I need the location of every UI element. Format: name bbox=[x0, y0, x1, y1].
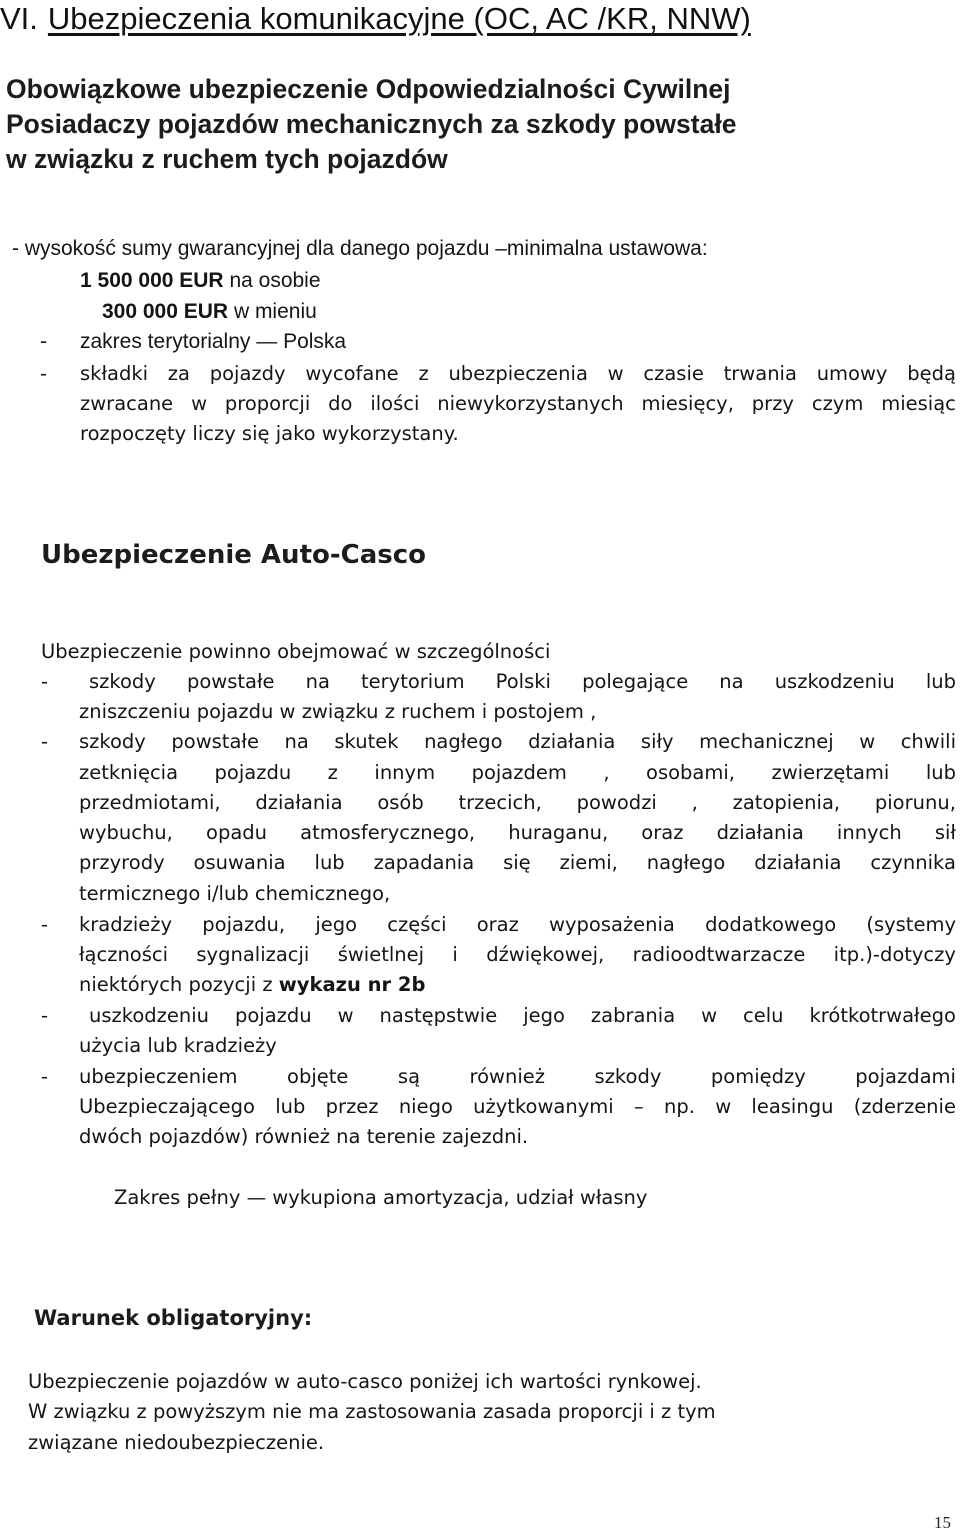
coverage-line: dwóch pojazdów) również na terenie zajezdni. bbox=[79, 1125, 529, 1148]
word: szkody bbox=[594, 1065, 662, 1088]
word: oraz bbox=[476, 913, 519, 936]
word: zetknięcia bbox=[79, 761, 179, 784]
coverage-line: użycia lub kradzieży bbox=[79, 1034, 277, 1057]
word: przedmiotami, bbox=[79, 791, 221, 814]
coverage-line bbox=[79, 821, 956, 844]
word: w bbox=[715, 1095, 732, 1118]
word: w bbox=[191, 392, 208, 415]
word: w bbox=[607, 362, 624, 385]
section-heading bbox=[0, 0, 751, 38]
word: ziemi, bbox=[559, 851, 618, 874]
word: do bbox=[328, 392, 353, 415]
word: ubezpieczeniem bbox=[79, 1065, 238, 1088]
condition-line: związane niedoubezpieczenie. bbox=[28, 1431, 325, 1454]
word: zatopienia, bbox=[732, 791, 841, 814]
word: itp.)-dotyczy bbox=[833, 943, 956, 966]
section-number: VI. bbox=[0, 1, 38, 36]
word: atmosferycznego, bbox=[300, 821, 476, 844]
coverage-line bbox=[79, 791, 956, 814]
word: terytorium bbox=[361, 670, 465, 693]
coverage-line bbox=[79, 913, 956, 936]
oc-title-line: Obowiązkowe ubezpieczenie Odpowiedzialności Cywilnej bbox=[6, 74, 731, 104]
word: i bbox=[452, 943, 458, 966]
word: z bbox=[418, 362, 429, 385]
word: w bbox=[337, 1004, 354, 1027]
word: niewykorzystanych bbox=[437, 392, 624, 415]
word: dodatkowego bbox=[705, 913, 837, 936]
word: dźwiękowej, bbox=[486, 943, 605, 966]
word: osób bbox=[377, 791, 424, 814]
word: przyrody bbox=[79, 851, 165, 874]
word: polegające bbox=[582, 670, 689, 693]
ac-intro: Ubezpieczenie powinno obejmować w szczególności bbox=[41, 640, 551, 663]
word: np. bbox=[663, 1095, 695, 1118]
word: lub bbox=[925, 670, 956, 693]
word: przez bbox=[325, 1095, 379, 1118]
word: za bbox=[167, 362, 190, 385]
page-number: 15 bbox=[934, 1513, 951, 1532]
list-dash: - bbox=[41, 913, 49, 936]
word: trzecich, bbox=[458, 791, 542, 814]
word: Ubezpieczającego bbox=[79, 1095, 255, 1118]
word: opadu bbox=[206, 821, 268, 844]
word: , bbox=[691, 791, 698, 814]
coverage-line bbox=[89, 670, 956, 693]
word: szkody bbox=[79, 730, 146, 753]
word: zwracane bbox=[80, 392, 174, 415]
list-dash: - bbox=[41, 1004, 49, 1027]
word: pojazdu bbox=[235, 1004, 312, 1027]
word: lub bbox=[275, 1095, 306, 1118]
coverage-line bbox=[79, 761, 956, 784]
list-dash: - bbox=[41, 670, 49, 693]
condition-line: W związku z powyższym nie ma zastosowania zasada proporcji i z tym bbox=[28, 1400, 716, 1423]
list-dash: - bbox=[40, 330, 47, 353]
coverage-line bbox=[79, 851, 956, 874]
coverage-line: termicznego i/lub chemicznego, bbox=[79, 882, 391, 905]
word: piorunu, bbox=[874, 791, 956, 814]
coverage-line bbox=[89, 1004, 956, 1027]
word: innych bbox=[836, 821, 902, 844]
word: ubezpieczenia bbox=[448, 362, 588, 385]
coverage-line bbox=[79, 1065, 956, 1088]
scope-label: Zakres pełny bbox=[114, 1186, 241, 1209]
word: pojazdu bbox=[214, 761, 292, 784]
coverage-text: niektórych pozycji z bbox=[79, 973, 273, 996]
word: – bbox=[633, 1095, 644, 1118]
coverage-line: zniszczeniu pojazdu w związku z ruchem i postojem , bbox=[79, 700, 597, 723]
word: skutek bbox=[334, 730, 399, 753]
word: wycofane bbox=[305, 362, 399, 385]
word: sił bbox=[934, 821, 956, 844]
word: wyposażenia bbox=[549, 913, 675, 936]
oc-title bbox=[6, 72, 936, 177]
scope-text: wykupiona amortyzacja, udział własny bbox=[272, 1186, 648, 1209]
word: nagłego bbox=[646, 851, 726, 874]
word: trwania bbox=[723, 362, 797, 385]
word: z bbox=[327, 761, 338, 784]
word: lub bbox=[314, 851, 345, 874]
word: osuwania bbox=[193, 851, 286, 874]
word: działania bbox=[754, 851, 842, 874]
word: leasingu bbox=[751, 1095, 834, 1118]
list-reference: wykazu nr 2b bbox=[278, 973, 426, 996]
word: powstałe bbox=[186, 670, 275, 693]
amount-label: na osobie bbox=[229, 269, 321, 292]
section-title: Ubezpieczenia komunikacyjne (OC, AC /KR, NNW) bbox=[47, 1, 751, 36]
word: będą bbox=[907, 362, 956, 385]
territory-dash: — bbox=[256, 330, 278, 353]
word: uszkodzeniu bbox=[89, 1004, 210, 1027]
word: użytkowanymi bbox=[473, 1095, 614, 1118]
amount-value: 300 000 EUR bbox=[102, 300, 229, 323]
word: łączności bbox=[79, 943, 169, 966]
word: sygnalizacji bbox=[196, 943, 310, 966]
word: pojazdy bbox=[209, 362, 286, 385]
word: są bbox=[397, 1065, 421, 1088]
word: radioodtwarzacze bbox=[632, 943, 806, 966]
word: w bbox=[701, 1004, 718, 1027]
condition-line: Ubezpieczenie pojazdów w auto-casco poniżej ich wartości rynkowej. bbox=[28, 1370, 702, 1393]
word: pojazdami bbox=[855, 1065, 956, 1088]
word: Polski bbox=[495, 670, 551, 693]
list-dash: - bbox=[41, 1065, 49, 1088]
coverage-line bbox=[79, 943, 956, 966]
word: miesięcy, bbox=[641, 392, 734, 415]
word: lub bbox=[925, 761, 956, 784]
word: miesiąc bbox=[881, 392, 956, 415]
word: mechanicznej bbox=[699, 730, 834, 753]
word: uszkodzeniu bbox=[774, 670, 895, 693]
scope-dash: — bbox=[246, 1186, 267, 1209]
word: działania bbox=[716, 821, 804, 844]
word: ilości bbox=[370, 392, 420, 415]
coverage-line bbox=[79, 730, 956, 753]
word: objęte bbox=[287, 1065, 349, 1088]
word: krótkotrwałego bbox=[809, 1004, 956, 1027]
word: świetlnej bbox=[337, 943, 425, 966]
word: zabrania bbox=[590, 1004, 676, 1027]
word: jego bbox=[315, 913, 358, 936]
territory-label: zakres terytorialny bbox=[80, 330, 251, 353]
word: siły bbox=[640, 730, 674, 753]
word: działania bbox=[255, 791, 343, 814]
word: czym bbox=[811, 392, 864, 415]
word: pojazdem bbox=[471, 761, 567, 784]
scope-line bbox=[114, 1186, 647, 1209]
word: przy bbox=[751, 392, 794, 415]
word: na bbox=[719, 670, 744, 693]
word: chwili bbox=[900, 730, 956, 753]
word: (systemy bbox=[866, 913, 956, 936]
word: następstwie bbox=[379, 1004, 498, 1027]
word: części bbox=[387, 913, 447, 936]
word: pojazdu, bbox=[202, 913, 286, 936]
word: zapadania bbox=[373, 851, 475, 874]
territory-value: Polska bbox=[283, 330, 347, 353]
list-dash: - bbox=[41, 730, 49, 753]
amount-row bbox=[80, 269, 321, 293]
premium-line: rozpoczęty liczy się jako wykorzystany. bbox=[80, 422, 459, 445]
word: pomiędzy bbox=[710, 1065, 806, 1088]
ac-title: Ubezpieczenie Auto-Casco bbox=[41, 540, 427, 570]
word: powstałe bbox=[171, 730, 259, 753]
word: składki bbox=[80, 362, 149, 385]
word: oraz bbox=[641, 821, 684, 844]
word: nagłego bbox=[424, 730, 503, 753]
sum-line: - wysokość sumy gwarancyjnej dla danego pojazdu –minimalna ustawowa: bbox=[12, 237, 708, 260]
word: proporcji bbox=[224, 392, 311, 415]
premium-line bbox=[80, 362, 956, 385]
amount-value: 1 500 000 EUR bbox=[80, 269, 224, 292]
word: umowy bbox=[816, 362, 888, 385]
word: się bbox=[503, 851, 531, 874]
word: szkody bbox=[89, 670, 156, 693]
word: (zderzenie bbox=[853, 1095, 956, 1118]
word: zwierzętami bbox=[771, 761, 890, 784]
amount-label: w mieniu bbox=[233, 300, 317, 323]
condition-title: Warunek obligatoryjny: bbox=[34, 1306, 313, 1330]
territory-line bbox=[80, 330, 346, 354]
word: również bbox=[469, 1065, 546, 1088]
word: niego bbox=[398, 1095, 453, 1118]
coverage-line bbox=[79, 1095, 956, 1118]
oc-title-line: Posiadaczy pojazdów mechanicznych za szkody powstałe bbox=[6, 109, 737, 139]
word: czasie bbox=[643, 362, 704, 385]
word: działania bbox=[528, 730, 616, 753]
word: osobami, bbox=[646, 761, 735, 784]
word: w bbox=[859, 730, 876, 753]
oc-title-line: w związku z ruchem tych pojazdów bbox=[6, 144, 448, 174]
coverage-line bbox=[79, 973, 425, 996]
amount-row bbox=[102, 300, 317, 324]
word: na bbox=[305, 670, 330, 693]
word: kradzieży bbox=[79, 913, 173, 936]
word: innym bbox=[374, 761, 436, 784]
word: huraganu, bbox=[508, 821, 609, 844]
word: powodzi bbox=[576, 791, 657, 814]
word: na bbox=[284, 730, 309, 753]
word: celu bbox=[743, 1004, 784, 1027]
list-dash: - bbox=[40, 362, 48, 385]
premium-line bbox=[80, 392, 956, 415]
word: wybuchu, bbox=[79, 821, 173, 844]
word: jego bbox=[523, 1004, 565, 1027]
word: , bbox=[603, 761, 610, 784]
word: czynnika bbox=[870, 851, 956, 874]
